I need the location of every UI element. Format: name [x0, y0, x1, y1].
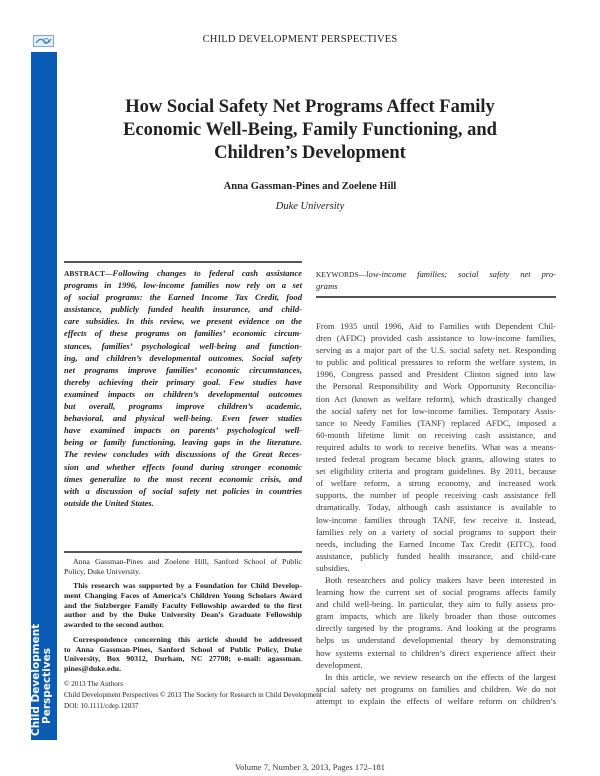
- keywords-rule: [316, 296, 556, 298]
- body-line: dren (AFDC) provided cash assistance to low-income families,: [316, 333, 556, 344]
- body-line: From 1935 until 1996, Aid to Families with Dependent Chil-: [316, 321, 556, 331]
- body-line: supports, the number of people receiving cash assistance fell: [316, 490, 556, 501]
- body-line: the social safety net for low-income families. Temporary Assis-: [316, 405, 556, 416]
- body-line: subsidies.: [316, 562, 350, 573]
- footnote-line: to Anna Gassman-Pines, Sanford School of Public Policy, Duke: [64, 644, 302, 654]
- abstract-line: [64, 376, 302, 388]
- volume-info: Volume 7, Number 3, 2013, Pages 172–181: [235, 762, 385, 772]
- keywords-line: [316, 268, 556, 280]
- abstract-line-text: care subsidies. In this review, we present evidence on the: [64, 316, 302, 327]
- body-line: development.: [316, 659, 363, 670]
- body-line: tested federal program became block grants, allowing states to: [316, 454, 556, 465]
- body-line: In this article, we review research on the effects of the largest: [325, 671, 556, 682]
- body-line: gram impacts, which are likely broader than those outcomes: [316, 611, 556, 622]
- keywords-line: [316, 280, 556, 292]
- abstract-line-text: ing, and children’s developmental outcomes. Social safety: [64, 352, 302, 363]
- abstract-line: [64, 412, 302, 424]
- footnote-journal-copyright: Child Development Perspectives © 2013 The Society for Research in Child Development: [64, 690, 322, 699]
- abstract-line: [64, 400, 302, 412]
- body-line: low-income families through TANF, few receive it. Instead,: [316, 514, 556, 525]
- body-line: of welfare reform, a strong economy, and increased work: [316, 478, 556, 489]
- title-line: Children’s Development: [214, 143, 406, 163]
- abstract-line-text: thereby achieving their primary goal. Few studies have: [64, 376, 302, 387]
- footnote-copyright: © 2013 The Authors: [64, 679, 124, 688]
- abstract-line: [64, 291, 302, 303]
- footnote-rule: [64, 551, 302, 553]
- abstract-line-text: of social programs: the Earned Income Tax Credit, food: [64, 292, 302, 303]
- footnote-line: pines@duke.edu.: [64, 663, 122, 673]
- authors: Anna Gassman-Pines and Zoelene Hill: [223, 181, 397, 192]
- abstract-line-text: stances, families’ psychological well-being and function-: [64, 340, 302, 351]
- sidebar-title-line: Child Development: [30, 623, 42, 736]
- body-line: serving as a major part of the U.S. social safety net. Responding: [316, 345, 556, 356]
- body-line: tion Act (known as welfare reform), which drastically changed: [316, 393, 556, 404]
- body-line: 60-month lifetime limit on receiving cash assistance, and: [316, 429, 556, 440]
- body-line: social safety net programs on families and children. We do not: [316, 683, 556, 694]
- footnote-line: author and by the Duke University Dean’s Graduate Fellowship: [64, 610, 302, 620]
- abstract-line: [64, 279, 302, 291]
- abstract-line-text: programs in 1996, low-income families now rely on a set: [64, 280, 302, 291]
- abstract-line: [64, 388, 302, 400]
- abstract-line: [64, 473, 302, 485]
- abstract-line: [64, 340, 302, 352]
- abstract-line-text: sion and whether effects found during stronger economic: [64, 461, 302, 472]
- abstract-line-text: but overall, programs improve children’s academic,: [64, 401, 302, 412]
- keyword-text: low-income families; social safety net pro-: [366, 269, 556, 279]
- abstract-line-text: net programs improve families’ economic circumstances,: [64, 364, 302, 375]
- abstract-line: [64, 303, 302, 315]
- body-line: 1996, Congress passed and President Clinton signed into law: [316, 369, 556, 380]
- abstract-line-text: The review concludes with discussions of the Great Reces-: [64, 449, 302, 460]
- keyword-text: grams: [316, 281, 338, 292]
- body-line: attempt to explain the effects of welfare reform on children’s: [316, 695, 556, 706]
- body-line: dramatically. Today, although cash assistance is available to: [316, 502, 556, 513]
- abstract-line-text: assistance, publicly funded health insurance, and child-: [64, 304, 302, 315]
- footnote-doi: DOI: 10.1111/cdep.12037: [64, 701, 139, 710]
- abstract-line: [64, 497, 302, 509]
- footnote-line: awarded to the second author.: [64, 620, 164, 630]
- abstract-line-text: effects of these programs on families’ economic circum-: [64, 328, 302, 339]
- journal-sidebar-title: [31, 52, 57, 740]
- abstract: [64, 267, 302, 509]
- abstract-line-text: with a discussion of social safety net policies in countries: [64, 485, 302, 496]
- abstract-top-rule: [64, 261, 302, 263]
- abstract-line-text: being or family functioning, leaving gaps in the literature.: [64, 437, 302, 448]
- abstract-line-text: examined impacts on children’s developmental outcomes: [64, 388, 302, 399]
- footnote-line: University, Box 90312, Durham, NC 27708; e-mail: agassman.: [64, 654, 302, 664]
- abstract-line-text: times generalize to the most recent economic crisis, and: [64, 473, 302, 484]
- abstract-line-text: behavioral, and physical well-being. Even fewer studies: [64, 413, 302, 424]
- body-line: to public and political pressures to reform the welfare system, in: [316, 357, 556, 368]
- body-line: needs, including the Earned Income Tax Credit (EITC), food: [316, 538, 556, 549]
- title-line: How Social Safety Net Programs Affect Family: [125, 97, 495, 117]
- abstract-line: [64, 461, 302, 473]
- footnote-line: Policy, Duke University.: [64, 566, 141, 576]
- running-head: CHILD DEVELOPMENT PERSPECTIVES: [202, 34, 398, 45]
- abstract-line: [64, 267, 302, 279]
- footnote-line: ment Changing Faces of America’s Children Young Scholars Award: [64, 591, 302, 601]
- abstract-line: [64, 352, 302, 364]
- footnote-line: This research was supported by a Foundation for Child Develop-: [73, 581, 302, 591]
- body-line: required adults to work to receive benefits. What was a means-: [316, 441, 556, 452]
- abstract-line: [64, 424, 302, 436]
- footnote-line: Correspondence concerning this article should be addressed: [73, 634, 302, 644]
- abstract-line: [64, 448, 302, 460]
- abstract-line-text: have examined impacts on parents’ psychological well-: [64, 425, 302, 436]
- body-line: Both researchers and policy makers have been interested in: [325, 574, 556, 585]
- keywords-label: KEYWORDS—: [316, 270, 367, 279]
- abstract-line: [64, 315, 302, 327]
- abstract-line: [64, 327, 302, 339]
- body-text: [316, 320, 556, 707]
- footnote-line: and the Sulzberger Family Faculty Fellowship awarded to the first: [64, 600, 302, 610]
- body-line: assistance, publicly funded health insurance, and child-care: [316, 550, 556, 561]
- abstract-line: [64, 436, 302, 448]
- abstract-line: [64, 364, 302, 376]
- abstract-line-text: outside the United States.: [64, 497, 154, 508]
- affiliation: Duke University: [275, 201, 345, 212]
- title-line: Economic Well-Being, Family Functioning, and: [123, 120, 497, 140]
- body-line: learning how the current set of social programs affects family: [316, 587, 556, 598]
- body-line: set eligibility criteria and program guidelines. By 2011, because: [316, 466, 556, 477]
- sidebar-title-line: Perspectives: [41, 648, 53, 724]
- footnote-line: Anna Gassman-Pines and Zoelene Hill, Sanford School of Public: [73, 557, 302, 566]
- body-line: families rely on a variety of social programs to support their: [316, 526, 556, 537]
- article-title: [80, 96, 540, 165]
- footnotes: [64, 557, 322, 712]
- body-line: directly targeted by the programs. And looking at the programs: [316, 623, 556, 634]
- body-line: the Personal Responsibility and Work Opportunity Reconcilia-: [316, 381, 556, 392]
- body-line: how systems external to children’s direct experience affect their: [316, 647, 556, 658]
- abstract-line: [64, 485, 302, 497]
- keywords: [316, 268, 556, 292]
- body-line: and child well-being. In particular, they aim to fully assess pro-: [316, 599, 556, 610]
- abstract-label: ABSTRACT—: [64, 269, 113, 278]
- abstract-line-text: Following changes to federal cash assistance: [112, 268, 302, 278]
- body-line: tance to Needy Families (TANF) replaced AFDC, imposed a: [316, 417, 556, 428]
- body-line: helps us understand developmental theory by demonstrating: [316, 635, 556, 646]
